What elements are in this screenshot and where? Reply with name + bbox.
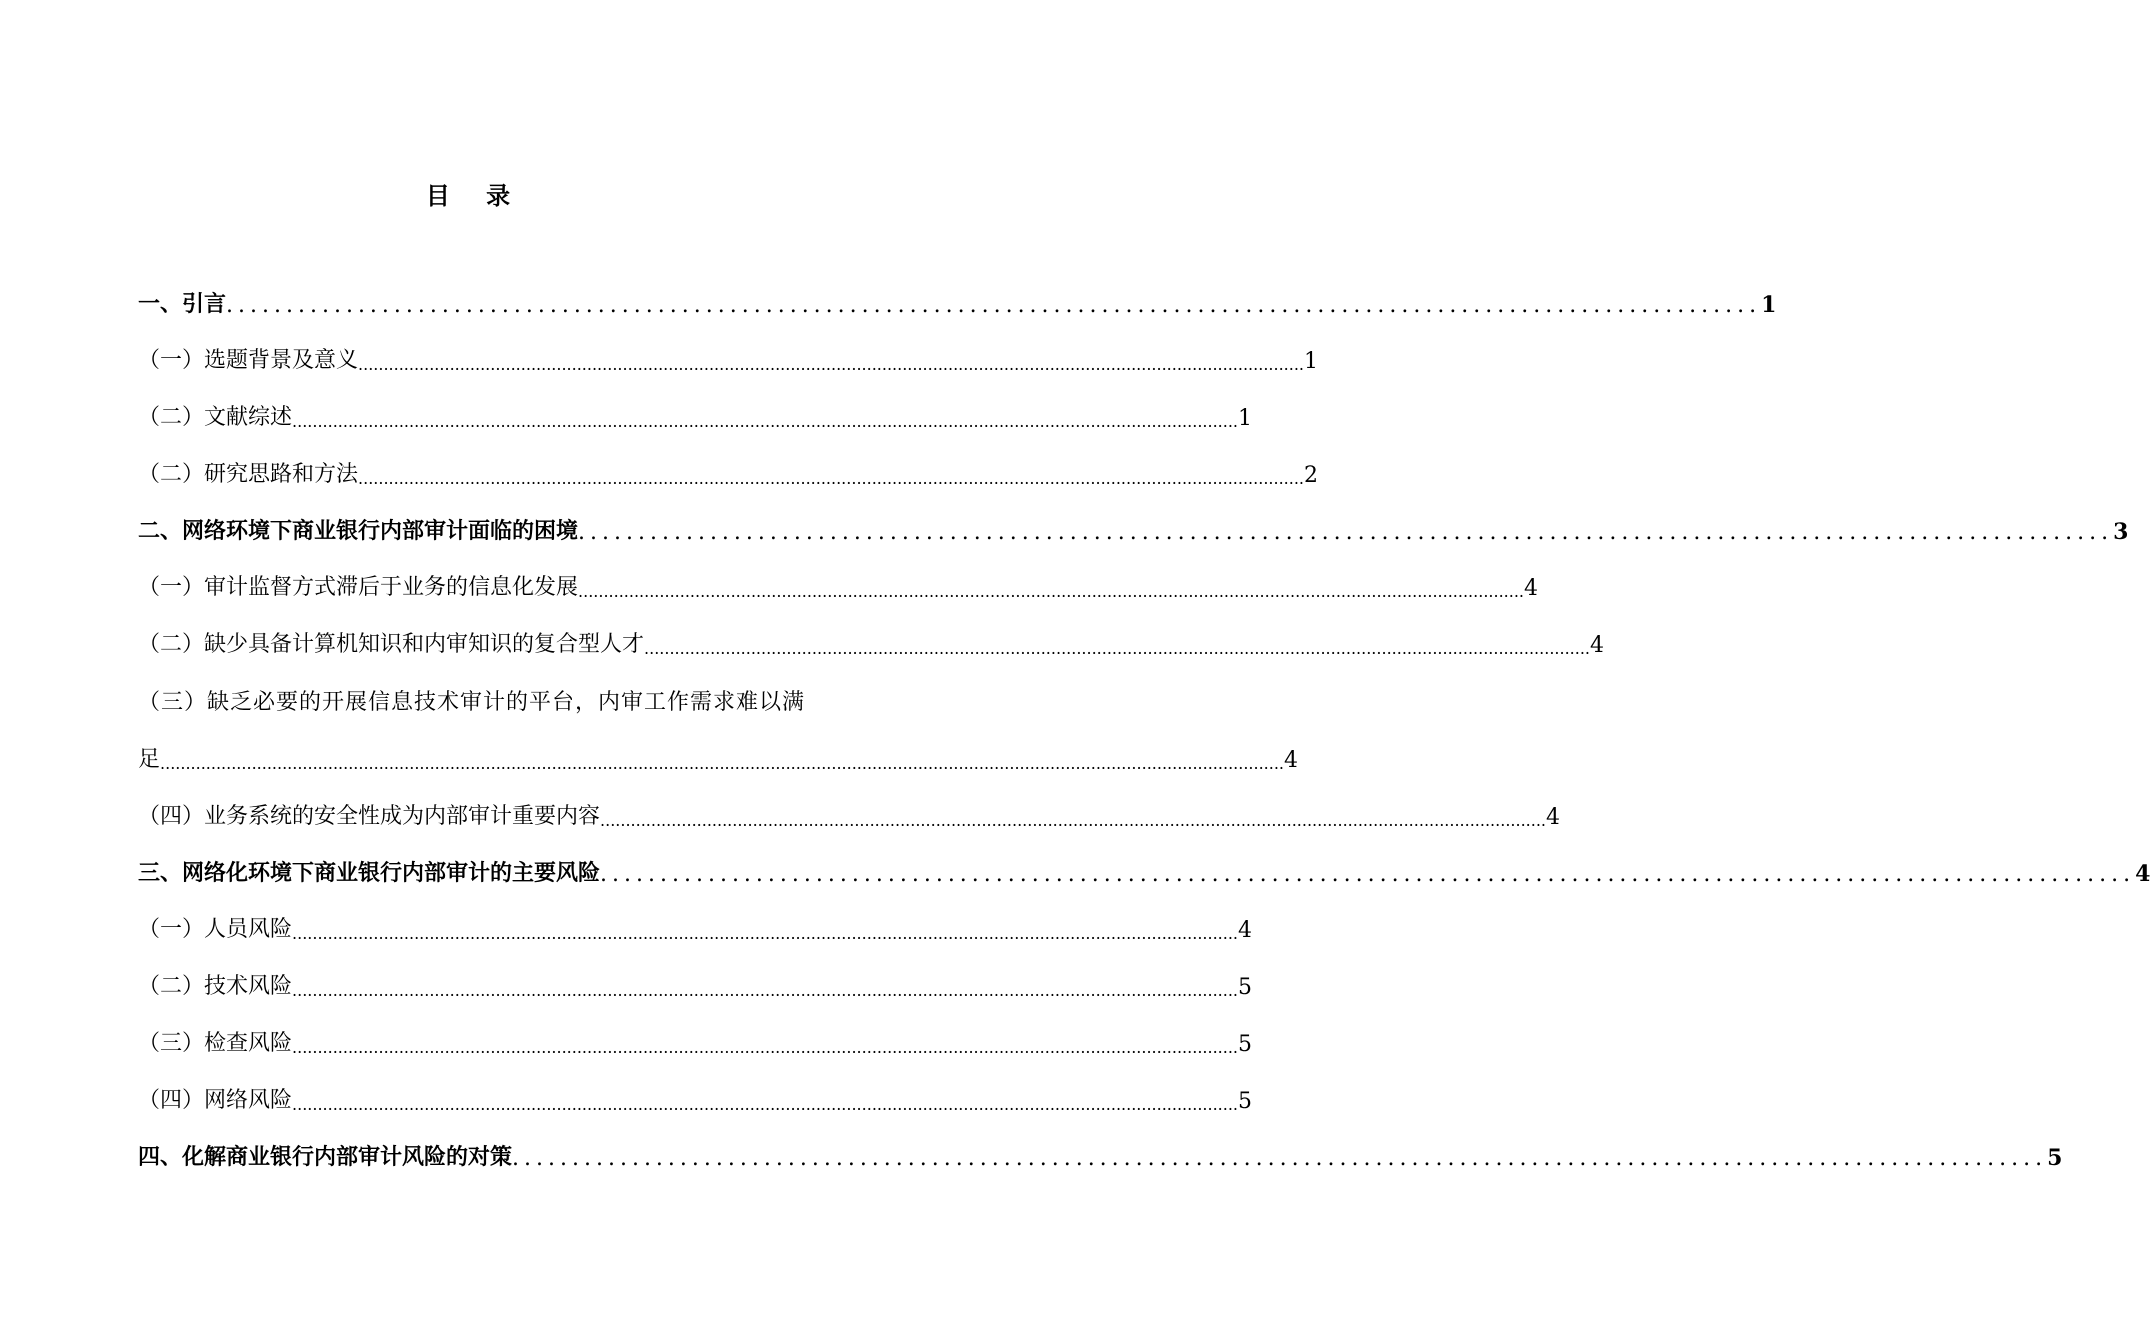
toc-entry-label: （二）缺少具备计算机知识和内审知识的复合型人才 [138, 632, 645, 657]
toc-entry-page: 3 [2113, 519, 2129, 545]
leader-dots: ................................................................................................................................ [600, 862, 2136, 887]
leader-dots: ................................................................................................................................ [578, 520, 2114, 545]
toc-entry-page: 1 [1304, 349, 1318, 374]
toc-entry-page: 4 [1590, 633, 1604, 658]
toc-entry[interactable] [138, 505, 2129, 545]
toc-entry-label: （一）审计监督方式滞后于业务的信息化发展 [138, 575, 579, 600]
leader-dots: .......................................................................................................................................................................................... [358, 355, 1304, 374]
toc-entry-line1[interactable] [138, 676, 860, 716]
toc-entry-label: （三）检查风险 [138, 1031, 293, 1056]
toc-entry-page: 1 [1238, 406, 1252, 431]
leader-dots: .......................................................................................................................................................................................... [358, 469, 1304, 488]
leader-dots: ............................................................................................................................................................................................................................. [160, 754, 1285, 773]
toc-entry-page: 4 [2135, 861, 2150, 887]
toc-entry[interactable] [138, 278, 1777, 318]
toc-entry-line2[interactable] [138, 733, 1299, 773]
toc-entry-label: （四）业务系统的安全性成为内部审计重要内容 [138, 804, 601, 829]
toc-title: 目 录 [425, 181, 525, 210]
toc-entry-label: 四、化解商业银行内部审计风险的对策 [138, 1144, 513, 1170]
toc-entry[interactable] [138, 1017, 1252, 1057]
toc-entry[interactable] [138, 790, 1560, 830]
toc-entry-page: 5 [1238, 1089, 1252, 1114]
toc-entry-page: 5 [1238, 1032, 1252, 1057]
leader-dots: .......................................................................................................................................................................................... [644, 639, 1590, 658]
toc-entry-page: 2 [1304, 463, 1318, 488]
leader-dots: .......................................................................................................................................................................................... [578, 582, 1524, 601]
toc-entry[interactable] [138, 960, 1252, 1000]
toc-entry[interactable] [138, 618, 1604, 658]
toc-entry-label: （二）技术风险 [138, 974, 293, 999]
leader-dots: .......................................................................................................................................................................................... [600, 811, 1546, 830]
toc-entry-label: 二、网络环境下商业银行内部审计面临的困境 [138, 518, 579, 544]
leader-dots: .......................................................................................................................................................................................... [292, 412, 1238, 431]
toc-entry-page: 4 [1238, 918, 1252, 943]
toc-entry-page: 5 [2047, 1145, 2063, 1171]
toc-entry-label: （一）人员风险 [138, 917, 293, 942]
toc-entry-label: （二）文献综述 [138, 405, 293, 430]
toc-entry[interactable] [138, 561, 1538, 601]
leader-dots: ................................................................................................................................ [512, 1146, 2048, 1171]
toc-entry-label: 一、引言 [138, 291, 227, 317]
leader-dots: .......................................................................................................................................................................................... [292, 924, 1238, 943]
toc-entry-label: （三）缺乏必要的开展信息技术审计的平台，内审工作需求难以满 [138, 690, 806, 715]
toc-entry-label: 三、网络化环境下商业银行内部审计的主要风险 [138, 860, 601, 886]
leader-dots: .......................................................................................................................................................................................... [292, 981, 1238, 1000]
toc-entry[interactable] [138, 847, 2150, 887]
toc-entry-label: （四）网络风险 [138, 1088, 293, 1113]
toc-entry[interactable] [138, 448, 1318, 488]
toc-entry[interactable] [138, 903, 1252, 943]
leader-dots: ................................................................................................................................ [226, 293, 1762, 318]
toc-entry-page: 4 [1546, 805, 1560, 830]
toc-entry[interactable] [138, 334, 1318, 374]
toc-entry-page: 4 [1284, 748, 1299, 773]
leader-dots: .......................................................................................................................................................................................... [292, 1038, 1238, 1057]
toc-entry[interactable] [138, 1131, 2063, 1171]
toc-entry-page: 1 [1761, 292, 1777, 318]
leader-dots: .......................................................................................................................................................................................... [292, 1095, 1238, 1114]
toc-entry-label: 足 [138, 747, 161, 772]
toc-entry-label: （二）研究思路和方法 [138, 462, 359, 487]
toc-entry[interactable] [138, 1074, 1252, 1114]
toc-entry-page: 5 [1238, 975, 1252, 1000]
toc-entry-page: 4 [1524, 576, 1538, 601]
toc-entry-label: （一）选题背景及意义 [138, 348, 359, 373]
toc-entry[interactable] [138, 391, 1252, 431]
